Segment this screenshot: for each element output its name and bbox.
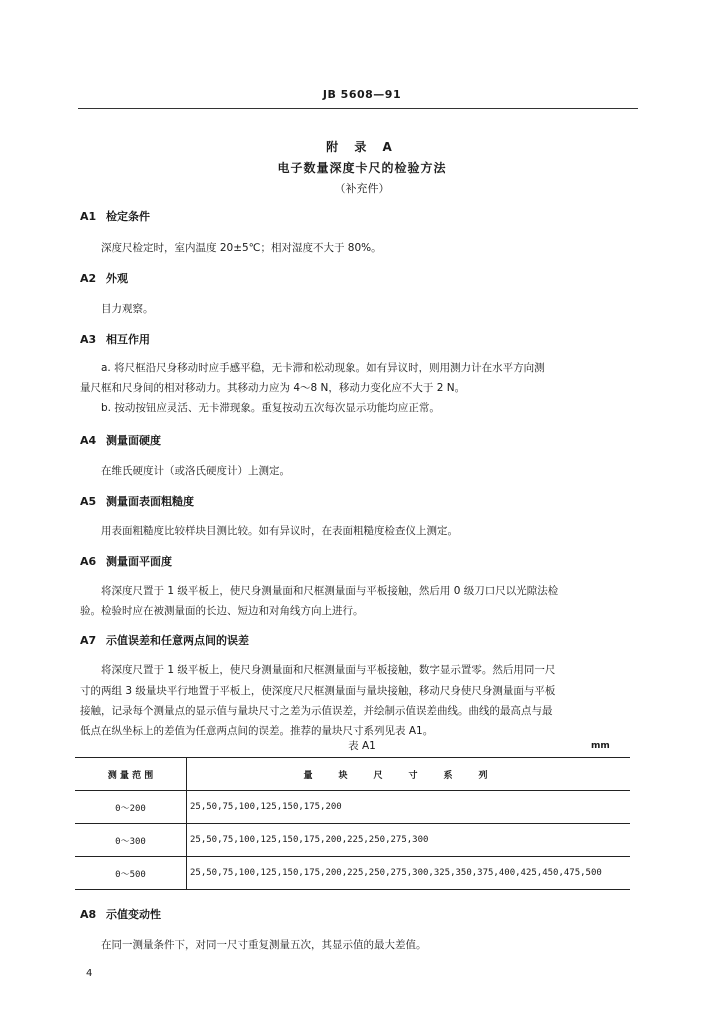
section-a2-heading [80,270,128,286]
section-title: 外观 [106,272,128,285]
section-title: 测量面硬度 [106,434,161,447]
column-header-sizes: 量块尺寸系列 [187,758,631,791]
section-title: 测量面平面度 [106,555,172,568]
section-number: A8 [80,908,97,921]
table-header-row [75,758,630,791]
section-a5-heading [80,493,194,509]
appendix-label: 附 录 A [326,140,398,154]
table-row [75,857,630,890]
section-a1-heading [80,208,150,224]
section-a5-text: 用表面粗糙度比较样块目测比较。如有异议时，在表面粗糙度检查仪上测定。 [101,525,458,537]
range-cell: 0～500 [75,857,187,890]
table-unit: mm [591,741,610,751]
header-rule [78,108,638,109]
section-a4-text: 在维氏硬度计（或洛氏硬度计）上测定。 [101,465,290,477]
section-number: A4 [80,434,97,447]
section-a7-line2: 寸的两组 3 级量块平行地置于平板上，使深度尺尺框测量面与量块接触，移动尺身使尺身测量面与平板 [80,685,556,697]
section-a6-heading [80,553,172,569]
appendix-subtitle: （补充件） [334,182,390,195]
section-a7-line1: 将深度尺置于 1 级平板上，使尺身测量面和尺框测量面与平板接触，数字显示置零。然后用同一尺 [101,664,556,676]
section-a3-item-b: b. 按动按钮应灵活、无卡滞现象。重复按动五次每次显示功能均应正常。 [101,402,440,414]
sizes-cell: 25,50,75,100,125,150,175,200,225,250,275,300,325,350,375,400,425,450,475,500 [187,857,631,890]
section-a3-item-a-line1: a. 将尺框沿尺身移动时应手感平稳，无卡滞和松动现象。如有异议时，则用测力计在水平方向测 [101,362,545,374]
sizes-cell: 25,50,75,100,125,150,175,200,225,250,275,300 [187,824,631,857]
section-title: 示值误差和任意两点间的误差 [106,634,249,647]
sizes-cell: 25,50,75,100,125,150,175,200 [187,791,631,824]
section-a6-line2: 验。检验时应在被测量面的长边、短边和对角线方向上进行。 [80,605,364,617]
section-title: 相互作用 [106,333,150,346]
section-a1-text: 深度尺检定时，室内温度 20±5℃；相对湿度不大于 80%。 [101,242,382,254]
section-title: 示值变动性 [106,908,161,921]
section-number: A6 [80,555,97,568]
document-code: JB 5608—91 [322,88,402,101]
section-a7-line3: 接触，记录每个测量点的显示值与量块尺寸之差为示值误差，并绘制示值误差曲线。曲线的最高点与最 [80,705,553,717]
section-number: A3 [80,333,97,346]
column-header-range: 测 量 范 围 [75,758,187,791]
section-a4-heading [80,432,161,448]
table-caption: 表 A1 [348,740,376,752]
section-a8-text: 在同一测量条件下，对同一尺寸重复测量五次，其显示值的最大差值。 [101,939,427,951]
range-cell: 0～200 [75,791,187,824]
section-a7-heading [80,632,249,648]
page-number: 4 [86,968,93,979]
table-row [75,824,630,857]
section-a2-text: 目力观察。 [101,303,154,315]
section-title: 测量面表面粗糙度 [106,495,194,508]
section-number: A5 [80,495,97,508]
table-row [75,791,630,824]
section-number: A7 [80,634,97,647]
section-number: A2 [80,272,97,285]
appendix-title: 电子数量深度卡尺的检验方法 [277,161,447,175]
section-a6-line1: 将深度尺置于 1 级平板上，使尺身测量面和尺框测量面与平板接触，然后用 0 级刀口尺以光隙法检 [101,585,559,597]
section-number: A1 [80,210,97,223]
section-a3-item-a-line2: 量尺框和尺身间的相对移动力。其移动力应为 4～8 N，移动力变化应不大于 2 N。 [80,382,466,394]
section-title: 检定条件 [106,210,150,223]
gauge-block-table [75,757,630,890]
section-a3-heading [80,331,150,347]
section-a8-heading [80,906,161,922]
range-cell: 0～300 [75,824,187,857]
section-a7-line4: 低点在纵坐标上的差值为任意两点间的误差。推荐的量块尺寸系列见表 A1。 [80,725,434,737]
